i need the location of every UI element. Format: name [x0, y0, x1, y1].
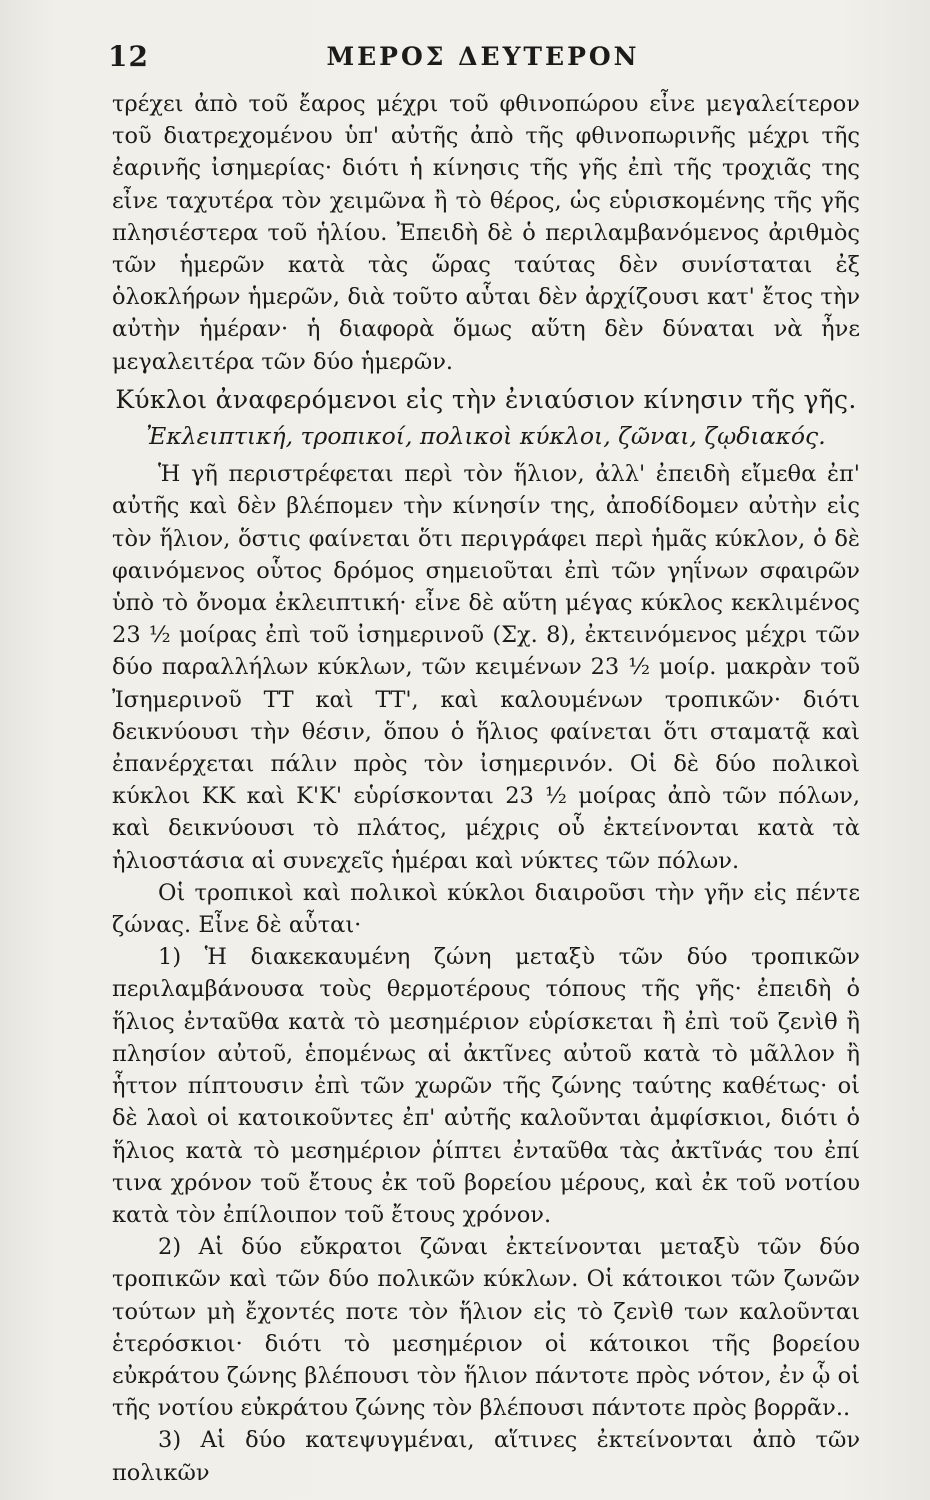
page-number: 12 [108, 40, 149, 73]
paragraph-1: τρέχει ἀπὸ τοῦ ἔαρος μέχρι τοῦ φθινοπώρου εἶνε μεγαλείτερον τοῦ διατρεχομένου ὑπ' αὐτῆς ἀπὸ τῆς φθινοπωρινῆς μέχρι τῆς ἐαρινῆς ἰσημερίας· διότι ἡ κίνησις τῆς γῆς ἐπὶ τῆς τροχιᾶς της εἶνε ταχυτέρα τὸν χειμῶνα ἢ τὸ θέρος, ὡς εὑρισκομένης τῆς γῆς πλησιέστερα τοῦ ἡλίου. Ἐπειδὴ δὲ ὁ περιλαμβανόμενος ἀριθμὸς τῶν ἡμερῶν κατὰ τὰς ὥρας ταύτας δὲν συνίσταται ἐξ ὁλοκλήρων ἡμερῶν, διὰ τοῦτο αὗται δὲν ἀρχίζουσι κατ' ἔτος τὴν αὐτὴν ἡμέραν· ἡ διαφορὰ ὅμως αὕτη δὲν δύναται νὰ ἦνε μεγαλειτέρα τῶν δύο ἡμερῶν. [112, 91, 860, 375]
section-title: Κύκλοι ἀναφερόμενοι εἰς τὴν ἐνιαύσιον κίνησιν τῆς γῆς. [115, 384, 857, 414]
paragraph-2: Ἡ γῆ περιστρέφεται περὶ τὸν ἥλιον, ἀλλ' ἐπειδὴ εἴμεθα ἐπ' αὐτῆς καὶ δὲν βλέπομεν τὴν κίνησίν της, ἀποδίδομεν αὐτὴν εἰς τὸν ἥλιον, ὅστις φαίνεται ὅτι περιγράφει περὶ ἡμᾶς κύκλον, ὁ δὲ φαινόμενος οὗτος δρόμος σημειοῦται ἐπὶ τῶν γηΐνων σφαιρῶν ὑπὸ τὸ ὄνομα ἐκλειπτική· εἶνε δὲ αὕτη μέγας κύκλος κεκλιμένος 23 ½ μοίρας ἐπὶ τοῦ ἰσημερινοῦ (Σχ. 8), ἐκτεινόμενος μέχρι τῶν δύο παραλλήλων κύκλων, τῶν κειμένων 23 ½ μοίρ. μακρὰν τοῦ Ἰσημερινοῦ ΤΤ καὶ ΤΤ', καὶ καλουμένων τροπικῶν· διότι δεικνύουσι τὴν θέσιν, ὅπου ὁ ἥλιος φαίνεται ὅτι σταματᾷ καὶ ἐπανέρχεται πάλιν πρὸς τὸν ἰσημερινόν. Οἱ δὲ δύο πολικοὶ κύκλοι ΚΚ καὶ Κ'Κ' εὑρίσκονται 23 ½ μοίρας ἀπὸ τῶν πόλων, καὶ δεικνύουσι τὸ πλάτος, μέχρις οὗ ἐκτείνονται κατὰ τὰ ἡλιοστάσια αἱ συνεχεῖς ἡμέραι καὶ νύκτες τῶν πόλων. [112, 461, 860, 874]
running-head: ΜΕΡΟΣ ΔΕΥΤΕΡΟΝ [326, 42, 640, 71]
paragraph-5: 2) Αἱ δύο εὔκρατοι ζῶναι ἐκτείνονται μεταξὺ τῶν δύο τροπικῶν καὶ τῶν δύο πολικῶν κύκλων. Οἱ κάτοικοι τῶν ζωνῶν τούτων μὴ ἔχοντές ποτε τὸν ἥλιον εἰς τὸ ζενὶθ των καλοῦνται ἑτερόσκιοι· διότι τὸ μεσημέριον οἱ κάτοικοι τῆς βορείου εὐκράτου ζώνης βλέπουσι τὸν ἥλιον πάντοτε πρὸς νότον, ἐν ᾧ οἱ τῆς νοτίου εὐκράτου ζώνης τὸν βλέπουσι πάντοτε πρὸς βορρᾶν.. [112, 1234, 860, 1422]
page-body [112, 88, 860, 1489]
section-subtitle: Ἐκλειπτική, τροπικοί, πολικοὶ κύκλοι, ζῶναι, ζῳδιακός. [146, 422, 826, 451]
paragraph-6: 3) Αἱ δύο κατεψυγμέναι, αἵτινες ἐκτείνονται ἀπὸ τῶν πολικῶν [112, 1427, 860, 1486]
paragraph-3: Οἱ τροπικοὶ καὶ πολικοὶ κύκλοι διαιροῦσι τὴν γῆν εἰς πέντε ζώνας. Εἶνε δὲ αὗται· [112, 879, 860, 939]
page-header [108, 34, 858, 78]
paragraph-4: 1) Ἡ διακεκαυμένη ζώνη μεταξὺ τῶν δύο τροπικῶν περιλαμβάνουσα τοὺς θερμοτέρους τόπους τῆς γῆς· ἐπειδὴ ὁ ἥλιος ἐνταῦθα κατὰ τὸ μεσημέριον εὑρίσκεται ἢ ἐπὶ τοῦ ζενὶθ ἢ πλησίον αὐτοῦ, ἑπομένως αἱ ἀκτῖνες αὐτοῦ κατὰ τὸ μᾶλλον ἢ ἧττον πίπτουσιν ἐπὶ τῶν χωρῶν τῆς ζώνης ταύτης καθέτως· οἱ δὲ λαοὶ οἱ κατοικοῦντες ἐπ' αὐτῆς καλοῦνται ἀμφίσκιοι, διότι ὁ ἥλιος κατὰ τὸ μεσημέριον ῥίπτει ἐνταῦθα τὰς ἀκτῖνάς του ἐπί τινα χρόνον τοῦ ἔτους ἐκ τοῦ βορείου μέρους, καὶ ἐκ τοῦ νοτίου κατὰ τὸν ἐπίλοιπον τοῦ ἔτους χρόνον. [112, 944, 860, 1228]
